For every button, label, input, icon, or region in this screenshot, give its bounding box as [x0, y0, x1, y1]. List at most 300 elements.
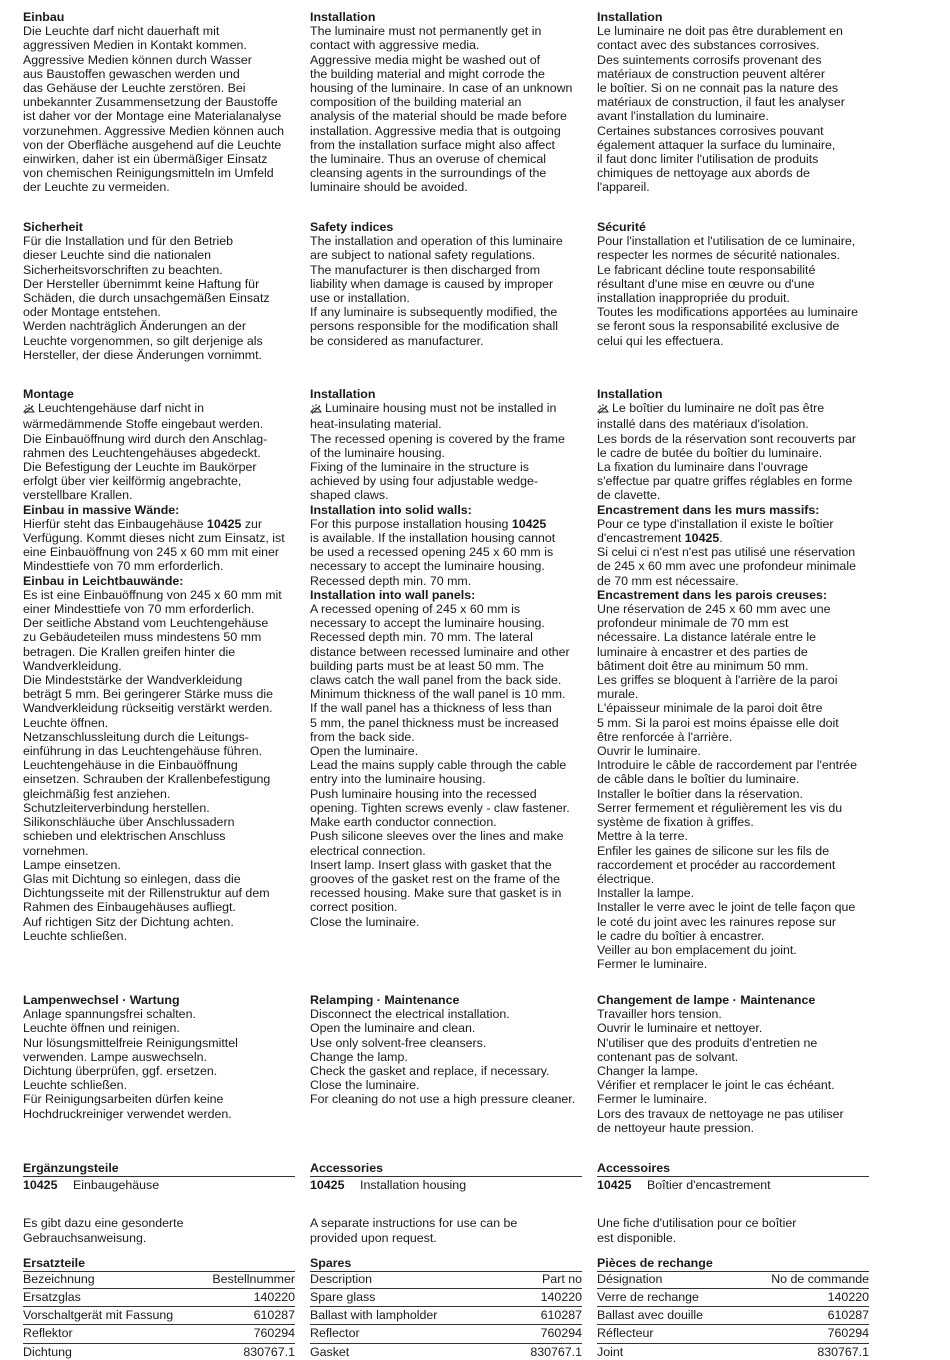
part-number: 760294 [253, 1326, 295, 1341]
warning-line [310, 401, 585, 417]
text-line: Le luminaire ne doit pas être durablement en [597, 24, 843, 39]
part-description: Gasket [310, 1344, 350, 1359]
text-line: Leuchte schließen. [23, 1078, 128, 1093]
text-line: Der Hersteller übernimmt keine Haftung für [23, 276, 260, 291]
part-number: 610287 [253, 1308, 295, 1323]
text-line: également attaquer la surface du luminaire, [597, 137, 836, 152]
text-line: Gebrauchsanweisung. [23, 1230, 147, 1245]
text-line: Lead the mains supply cable through the cable [310, 758, 567, 773]
safety-section [310, 220, 585, 348]
table-row [310, 1307, 582, 1323]
table-header [597, 1272, 869, 1287]
text-line: from the installation surface might also affect [310, 137, 555, 152]
text-line: provided upon request. [310, 1230, 437, 1245]
table-row [310, 1344, 582, 1360]
part-number: 140220 [540, 1290, 582, 1305]
text-line: Netzanschlussleitung durch die Leitungs- [23, 729, 249, 744]
text-line: the luminaire. Thus an overuse of chemical [310, 152, 547, 167]
text-line: Disconnect the electrical installation. [310, 1007, 510, 1022]
text-line: Check the gasket and replace, if necessary. [310, 1064, 550, 1079]
section-heading: Accessoires [597, 1161, 671, 1175]
text-line: Change the lamp. [310, 1049, 408, 1064]
text-line: einwirken, daher ist ein übermäßiger Einsatz [23, 152, 268, 167]
text-fragment: d'encastrement [597, 531, 685, 546]
text-line: rahmen des Leuchtengehäuses abgedeckt. [23, 445, 261, 460]
safety-section [597, 220, 872, 348]
text-line: electrical connection. [310, 843, 426, 858]
text-line: Installer le verre avec le joint de telle façon que [597, 900, 856, 915]
safety-section [23, 220, 303, 362]
text-line: N'utiliser que des produits d'entretien ne [597, 1035, 818, 1050]
text-line: The manufacturer is then discharged from [310, 262, 541, 277]
text-line: Wandverkleidung. [23, 658, 122, 673]
text-line: le coté du joint avec les rainures repose sur [597, 914, 836, 929]
text-line: vornehmen. [23, 843, 89, 858]
text-line: contact avec des substances corrosives. [597, 38, 820, 53]
text-line: Der seitliche Abstand vom Leuchtengehäuse [23, 616, 269, 631]
text-line: Schutzleiterverbindung herstellen. [23, 800, 210, 815]
table-row [23, 1289, 295, 1305]
text-line [597, 531, 872, 545]
accessory-row [23, 1178, 303, 1192]
text-line: If the wall panel has a thickness of less than [310, 701, 552, 716]
text-line: Hochdruckreiniger verwendet werden. [23, 1106, 232, 1121]
text-line: Ouvrir le luminaire. [597, 744, 701, 759]
text-line: grooves of the gasket rest on the frame of the [310, 871, 561, 886]
part-number: 610287 [540, 1308, 582, 1323]
column-header: Bezeichnung [23, 1272, 95, 1287]
text-line: chimiques de nettoyage aux abords de [597, 166, 810, 181]
table-row [310, 1289, 582, 1305]
text-line: Close the luminaire. [310, 914, 420, 929]
text-line: Die Leuchte darf nicht dauerhaft mit [23, 24, 220, 39]
text-line: vorzunehmen. Aggressive Medien können auch [23, 123, 285, 138]
text-line: ist daher vor der Montage eine Materialanalyse [23, 109, 282, 124]
subheading: Installation into solid walls: [310, 502, 472, 517]
table-row [597, 1325, 869, 1341]
text-line: der Leuchte zu vermeiden. [23, 180, 170, 195]
part-number: 760294 [540, 1326, 582, 1341]
text-line: cleansing agents in the surroundings of the [310, 166, 547, 181]
text-line: Schäden, die durch unsachgemäßen Einsatz [23, 291, 270, 306]
text-line: use or installation. [310, 291, 410, 306]
section-heading: Pièces de rechange [597, 1255, 713, 1270]
text-line: claws catch the wall panel from the back side. [310, 673, 562, 688]
part-number: 10425 [206, 516, 242, 531]
warning-text: Luminaire housing must not be installed in [325, 401, 557, 416]
text-line: Wandverkleidung rückseitig verstärkt werden. [23, 701, 273, 716]
text-line: contact with aggressive media. [310, 38, 480, 53]
text-line: Auf richtigen Sitz der Dichtung achten. [23, 914, 234, 929]
part-description: Ersatzglas [23, 1290, 81, 1305]
table-row [310, 1325, 582, 1341]
text-line: avant l'installation du luminaire. [597, 109, 769, 124]
table-row [23, 1325, 295, 1341]
section-heading: Einbau [23, 10, 65, 24]
text-line: Nur lösungsmittelfreie Reinigungsmittel [23, 1035, 238, 1050]
text-line: das Gehäuse der Leuchte zerstören. Bei [23, 81, 246, 96]
text-line: le boîtier. Si on ne connait pas la nature des [597, 81, 839, 96]
text-line: bâtiment doit être au minimum 50 mm. [597, 658, 809, 673]
text-line: Leuchtengehäuse in die Einbauöffnung [23, 758, 238, 773]
section-heading: Accessories [310, 1161, 384, 1175]
text-line: électrique. [597, 871, 655, 886]
mounting-section [23, 387, 303, 943]
text-line: Dichtungsseite mit der Rillenstruktur auf dem [23, 886, 270, 901]
part-description: Ballast with lampholder [310, 1308, 438, 1323]
text-line: Use only solvent-free cleansers. [310, 1035, 487, 1050]
table-row [23, 1307, 295, 1323]
text-line [310, 517, 585, 531]
text-line: Insert lamp. Insert glass with gasket that the [310, 857, 552, 872]
text-line: aggressiven Medien in Kontakt kommen. [23, 38, 247, 53]
section-heading: Montage [23, 387, 74, 401]
divider [597, 1176, 869, 1177]
text-line: schieben und elektrischen Anschluss [23, 829, 226, 844]
section-heading: Sécurité [597, 220, 646, 234]
section-heading: Lampenwechsel · Wartung [23, 993, 180, 1007]
text-line: composition of the building material an [310, 95, 522, 110]
text-line: Dichtung überprüfen, ggf. ersetzen. [23, 1064, 218, 1079]
text-line: beträgt 5 mm. Bei geringerer Stärke muss die [23, 687, 273, 702]
text-line: Leuchte vorgenommen, so gilt derjenige als [23, 333, 263, 348]
text-line: L'épaisseur minimale de la paroi doit être [597, 701, 823, 716]
text-line: Certaines substances corrosives pouvant [597, 123, 824, 138]
relamping-section [23, 993, 303, 1121]
text-line: Une fiche d'utilisation pour ce boîtier [597, 1216, 797, 1231]
material-section [310, 10, 585, 195]
text-line: de clavette. [597, 488, 661, 503]
text-line: von chemischen Reinigungsmitteln im Umfeld [23, 166, 274, 181]
text-line: The installation and operation of this luminaire [310, 234, 563, 249]
text-line: se feront sous la responsabilité exclusive de [597, 319, 840, 334]
text-line: Pour l'installation et l'utilisation de ce luminaire, [597, 234, 856, 249]
text-line: entry into the luminaire housing. [310, 772, 486, 787]
text-line: Verfügung. Kommt dieses nicht zum Einsatz, ist [23, 531, 285, 546]
text-line: verstellbare Krallen. [23, 488, 133, 503]
section-heading: Installation [597, 387, 663, 401]
subheading: Einbau in massive Wände: [23, 502, 180, 517]
text-line: Mindesttiefe von 70 mm erforderlich. [23, 559, 224, 574]
text-line: wärmedämmende Stoffe eingebaut werden. [23, 417, 264, 432]
text-line: Installer le boîtier dans la réservation. [597, 786, 803, 801]
section-heading: Installation [310, 10, 376, 24]
text-line: liability when damage is caused by improper [310, 276, 554, 291]
text-line: shaped claws. [310, 488, 389, 503]
text-line: l'appareil. [597, 180, 650, 195]
text-line: aus Baustoffen gewaschen werden und [23, 66, 240, 81]
text-line: 5 mm, the panel thickness must be increased [310, 715, 559, 730]
relamping-section [310, 993, 585, 1107]
text-line: Lors des travaux de nettoyage ne pas utiliser [597, 1106, 844, 1121]
text-line: de 245 x 60 mm avec une profondeur minimale [597, 559, 856, 574]
text-line: de câble dans le boîtier du luminaire. [597, 772, 800, 787]
text-line: einer Mindesttiefe von 70 mm erforderlich. [23, 602, 255, 617]
part-description: Reflektor [23, 1326, 73, 1341]
text-line: A recessed opening of 245 x 60 mm is [310, 602, 521, 617]
text-line: Lampe einsetzen. [23, 857, 121, 872]
text-line: Es gibt dazu eine gesonderte [23, 1216, 184, 1231]
text-line: of the luminaire housing. [310, 445, 446, 460]
text-line: de nettoyeur haute pression. [597, 1120, 755, 1135]
text-line: Si celui ci n'est n'est pas utilisé une réservation [597, 545, 856, 560]
accessory-number: 10425 [23, 1178, 58, 1193]
text-line: necessary to accept the luminaire housing. [310, 559, 545, 574]
text-line: Sicherheitsvorschriften zu beachten. [23, 262, 223, 277]
text-line: Leuchte öffnen und reinigen. [23, 1021, 180, 1036]
text-line: système de fixation à griffes. [597, 815, 754, 830]
text-line: von der Oberfläche ausgehend auf die Leuchte [23, 137, 282, 152]
text-line: Make earth conductor connection. [310, 815, 497, 830]
accessory-row [597, 1178, 872, 1192]
text-line: necessary to accept the luminaire housing. [310, 616, 545, 631]
section-heading: Ergänzungsteile [23, 1161, 119, 1175]
part-description: Réflecteur [597, 1326, 654, 1341]
text-line: Fermer le luminaire. [597, 957, 708, 972]
part-number: 830767.1 [530, 1344, 582, 1359]
text-line: erfolgt über vier keilförmig angebrachte, [23, 474, 242, 489]
text-line: nécessaire. La distance latérale entre le [597, 630, 817, 645]
table-row [23, 1344, 295, 1360]
text-line: Fixing of the luminaire in the structure is [310, 460, 529, 475]
section-heading: Relamping · Maintenance [310, 993, 460, 1007]
text-line: murale. [597, 687, 639, 702]
part-description: Verre de rechange [597, 1290, 699, 1305]
text-line: Open the luminaire. [310, 744, 419, 759]
text-line: analysis of the material should be made before [310, 109, 567, 124]
column-header: Part no [542, 1272, 582, 1287]
accessory-label: Einbaugehäuse [73, 1178, 160, 1193]
text-line: housing of the luminaire. In case of an unknown [310, 81, 573, 96]
accessory-row [310, 1178, 585, 1192]
text-line: Veiller au bon emplacement du joint. [597, 942, 797, 957]
text-line: Pour ce type d'installation il existe le boîtier [597, 516, 834, 531]
warning-text: Le boîtier du luminaire ne doît pas être [612, 401, 825, 416]
text-line: Introduire le câble de raccordement par l'entrée [597, 758, 857, 773]
section-heading: Sicherheit [23, 220, 83, 234]
material-section [23, 10, 303, 195]
text-line: Les griffes se bloquent à l'arrière de la paroi [597, 673, 838, 688]
text-line: le cadre de butée du boîtier du luminaire. [597, 445, 823, 460]
text-line: Travailler hors tension. [597, 1007, 722, 1022]
text-line: Hersteller, der diese Änderungen vornimmt. [23, 347, 262, 362]
spares-section [23, 1256, 303, 1360]
text-line: oder Montage entstehen. [23, 305, 161, 320]
part-description: Joint [597, 1344, 624, 1359]
section-heading: Installation [597, 10, 663, 24]
section-heading: Installation [310, 387, 376, 401]
text-line: distance between recessed luminaire and other [310, 644, 570, 659]
text-line: Enfiler les gaines de silicone sur les fils de [597, 843, 830, 858]
text-line: achieved by using four adjustable wedge- [310, 474, 538, 489]
text-line: If any luminaire is subsequently modified, the [310, 305, 558, 320]
text-line: Close the luminaire. [310, 1078, 420, 1093]
section-heading: Safety indices [310, 220, 394, 234]
section-heading: Ersatzteile [23, 1255, 85, 1270]
text-line: be considered as manufacturer. [310, 333, 484, 348]
text-line: Minimum thickness of the wall panel is 10 mm. [310, 687, 566, 702]
text-line: luminaire should be avoided. [310, 180, 468, 195]
text-line: A separate instructions for use can be [310, 1216, 518, 1231]
text-line: Push silicone sleeves over the lines and make [310, 829, 564, 844]
text-line: luminaire à encastrer et des parties de [597, 644, 808, 659]
table-row [597, 1307, 869, 1323]
text-line: est disponible. [597, 1230, 677, 1245]
divider [310, 1176, 582, 1177]
text-line: Aggressive Medien können durch Wasser [23, 52, 252, 67]
text-line: the building material and might corrode the [310, 66, 545, 81]
relamping-section [597, 993, 872, 1135]
part-number: 10425 [684, 531, 720, 546]
text-line: Werden nachträglich Änderungen an der [23, 319, 246, 334]
text-line: Recessed depth min. 70 mm. The lateral [310, 630, 533, 645]
text-line: résultant d'une mise en œuvre ou d'une [597, 276, 815, 291]
text-line: Die Mindeststärke der Wandverkleidung [23, 673, 243, 688]
warning-line [23, 401, 303, 417]
text-line: Toutes les modifications apportées au luminaire [597, 305, 859, 320]
subheading: Einbau in Leichtbauwände: [23, 573, 184, 588]
text-line: 5 mm. Si la paroi est moins épaisse elle doit [597, 715, 839, 730]
part-description: Spare glass [310, 1290, 376, 1305]
table-row [597, 1344, 869, 1360]
text-line: Für Reinigungsarbeiten dürfen keine [23, 1092, 224, 1107]
text-line: einführung in das Leuchtengehäuse führen. [23, 744, 263, 759]
text-line: Installer la lampe. [597, 886, 695, 901]
text-line: gleichmäßig fest anziehen. [23, 786, 171, 801]
text-fragment: For this purpose installation housing [310, 516, 512, 531]
text-line: matériaux de construction peuvent altérer [597, 66, 825, 81]
spares-section [597, 1256, 872, 1360]
text-line: installation inappropriée du produit. [597, 291, 790, 306]
part-number: 140220 [827, 1290, 869, 1305]
no-insulation-warning-icon [597, 403, 609, 417]
text-fragment: zur [241, 516, 263, 531]
text-line: eine Einbauöffnung von 245 x 60 mm mit einer [23, 545, 280, 560]
accessory-number: 10425 [310, 1178, 345, 1193]
text-line: verwenden. Lampe auswechseln. [23, 1049, 207, 1064]
text-line: Une réservation de 245 x 60 mm avec une [597, 602, 831, 617]
spares-section [310, 1256, 585, 1360]
accessories-section [597, 1161, 872, 1360]
text-line: contenant pas de solvant. [597, 1049, 739, 1064]
text-line: s'effectue par quatre griffes réglables en forme [597, 474, 853, 489]
text-line: Mettre à la terre. [597, 829, 688, 844]
text-line: Silikonschläuche über Anschlussadern [23, 815, 235, 830]
section-heading: Changement de lampe · Maintenance [597, 993, 816, 1007]
text-line: Des suintements corrosifs provenant des [597, 52, 822, 67]
column-header: Bestellnummer [212, 1272, 295, 1287]
accessory-note [310, 1216, 585, 1244]
section-heading: Spares [310, 1255, 352, 1270]
text-line: installation. Aggressive media that is outgoing [310, 123, 561, 138]
subheading: Encastrement dans les parois creuses: [597, 587, 828, 602]
text-line: The luminaire must not permanently get in [310, 24, 542, 39]
text-line: Glas mit Dichtung so einlegen, dass die [23, 871, 241, 886]
text-line: betragen. Die Krallen greifen hinter die [23, 644, 236, 659]
accessories-section [23, 1161, 303, 1360]
part-number: 140220 [253, 1290, 295, 1305]
text-line: respecter les normes de sécurité nationales. [597, 248, 841, 263]
text-line: are subject to national safety regulations. [310, 248, 536, 263]
material-section [597, 10, 872, 195]
text-line: profondeur minimale de 70 mm est [597, 616, 789, 631]
text-line: dieser Leuchte sind die nationalen [23, 248, 212, 263]
text-line: Leuchte schließen. [23, 928, 128, 943]
no-insulation-warning-icon [23, 403, 35, 417]
part-number: 830767.1 [243, 1344, 295, 1359]
text-line: La fixation du luminaire dans l'ouvrage [597, 460, 809, 475]
text-line: from the back side. [310, 729, 415, 744]
part-description: Ballast avec douille [597, 1308, 704, 1323]
part-description: Reflector [310, 1326, 360, 1341]
text-line: matériaux de construction, il faut les analyser [597, 95, 845, 110]
part-number: 610287 [827, 1308, 869, 1323]
text-line: unbekannter Zusammensetzung der Baustoffe [23, 95, 278, 110]
column-header: Désignation [597, 1272, 663, 1287]
text-line: zu Gebäudeteilen muss mindestens 50 mm [23, 630, 262, 645]
text-line: Für die Installation und für den Betrieb [23, 234, 234, 249]
text-line: Fermer le luminaire. [597, 1092, 708, 1107]
text-line: is available. If the installation housing cannot [310, 531, 556, 546]
text-line: Le fabricant décline toute responsabilité [597, 262, 816, 277]
text-line: Es ist eine Einbauöffnung von 245 x 60 mm mit [23, 587, 282, 602]
no-insulation-warning-icon [310, 403, 322, 417]
table-row [597, 1289, 869, 1305]
text-line: être renforcée à l'arrière. [597, 729, 733, 744]
text-line: de 70 mm est nécessaire. [597, 573, 739, 588]
text-fragment: Hierfür steht das Einbaugehäuse [23, 516, 207, 531]
text-line: Leuchte öffnen. [23, 715, 109, 730]
text-line [23, 517, 303, 531]
text-line: Serrer fermement et régulièrement les vis du [597, 800, 843, 815]
accessory-note [23, 1216, 303, 1244]
table-header [23, 1272, 295, 1287]
text-line: Die Befestigung der Leuchte im Baukörper [23, 460, 257, 475]
text-line: correct position. [310, 900, 398, 915]
table-header [310, 1272, 582, 1287]
text-line: Rahmen des Einbaugehäuses aufliegt. [23, 900, 236, 915]
text-line: heat-insulating material. [310, 417, 442, 432]
text-line: il faut donc limiter l'utilisation de produits [597, 152, 819, 167]
mounting-section [597, 387, 872, 971]
text-line: Ouvrir le luminaire et nettoyer. [597, 1021, 763, 1036]
text-line: Vérifier et remplacer le joint le cas échéant. [597, 1078, 835, 1093]
text-line: The recessed opening is covered by the frame [310, 431, 565, 446]
text-line: celui qui les effectuera. [597, 333, 724, 348]
text-line: opening. Tighten screws evenly - claw fastener. [310, 800, 570, 815]
text-line: building parts must be at least 50 mm. The [310, 658, 544, 673]
divider [23, 1176, 295, 1177]
part-number: 10425 [511, 516, 547, 531]
text-line: recessed housing. Make sure that gasket is in [310, 886, 562, 901]
text-line: Changer la lampe. [597, 1064, 699, 1079]
text-line: raccordement et procéder au raccordement [597, 857, 836, 872]
text-line: Aggressive media might be washed out of [310, 52, 541, 67]
text-line: Die Einbauöffnung wird durch den Anschlag- [23, 431, 268, 446]
text-line: Anlage spannungsfrei schalten. [23, 1007, 196, 1022]
text-line: Les bords de la réservation sont recouverts par [597, 431, 856, 446]
part-description: Vorschaltgerät mit Fassung [23, 1308, 174, 1323]
column-header: Description [310, 1272, 372, 1287]
text-line: Recessed depth min. 70 mm. [310, 573, 472, 588]
accessories-section [310, 1161, 585, 1360]
text-line: le cadre du boîtier à encastrer. [597, 928, 765, 943]
text-line: Push luminaire housing into the recessed [310, 786, 537, 801]
text-line: For cleaning do not use a high pressure cleaner. [310, 1092, 576, 1107]
column-header: No de commande [771, 1272, 869, 1287]
subheading: Installation into wall panels: [310, 587, 476, 602]
warning-line [597, 401, 872, 417]
